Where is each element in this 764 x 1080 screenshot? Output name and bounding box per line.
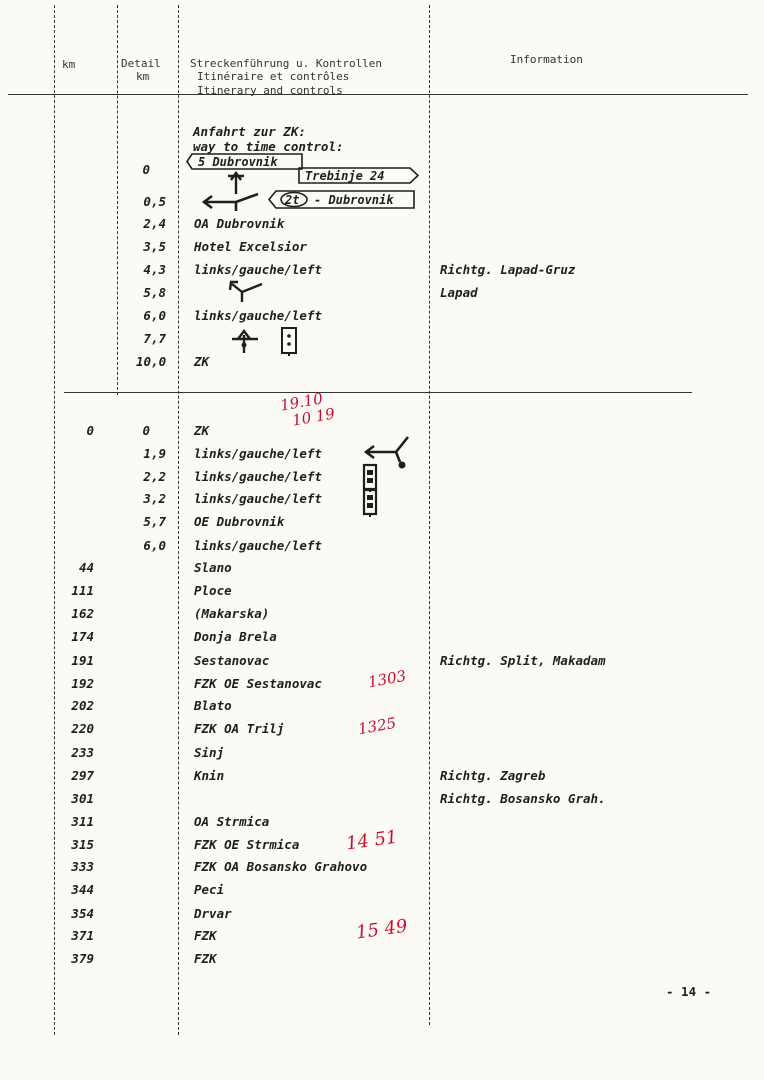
- approach-info: Lapad: [440, 285, 478, 300]
- handwritten-time: 15 49: [354, 915, 409, 944]
- stage-km: 354: [71, 906, 94, 921]
- stage-detail: 6,0: [143, 538, 166, 553]
- traffic-light-icon: [362, 488, 378, 518]
- approach-detail: 4,3: [143, 262, 166, 277]
- header-route-line2: Itinéraire et contrôles: [197, 70, 350, 83]
- stage-route: Ploce: [194, 583, 232, 598]
- approach-heading-line1: Anfahrt zur ZK:: [193, 124, 306, 139]
- stage-km: 379: [71, 951, 94, 966]
- stage-info: Richtg. Bosansko Grah.: [440, 791, 606, 806]
- stage-detail: 3,2: [143, 491, 166, 506]
- stage-route: links/gauche/left: [194, 491, 322, 506]
- stage-km: 315: [71, 837, 94, 852]
- stage-route: links/gauche/left: [194, 469, 322, 484]
- stage-route: FZK: [194, 928, 217, 943]
- stage-route: links/gauche/left: [194, 538, 322, 553]
- stage-route: Donja Brela: [194, 629, 277, 644]
- section-rule: [64, 392, 692, 393]
- stage-km: 333: [71, 859, 94, 874]
- approach-detail: 0: [142, 162, 150, 177]
- stage-km: 297: [71, 768, 94, 783]
- stage-route: FZK OA Bosansko Grahovo: [194, 859, 368, 874]
- handwritten-time: 1325: [356, 713, 398, 739]
- stage-km: 311: [71, 814, 94, 829]
- stage-detail: 0: [142, 423, 150, 438]
- stage-route: (Makarska): [194, 606, 270, 621]
- approach-detail: 2,4: [143, 216, 166, 231]
- stage-route: FZK OA Trilj: [194, 721, 285, 736]
- approach-detail: 0,5: [143, 194, 166, 209]
- stage-route: Drvar: [194, 906, 232, 921]
- stage-route: FZK OE Sestanovac: [194, 676, 322, 691]
- approach-detail: 10,0: [136, 354, 167, 369]
- fork-left-icon: [226, 278, 268, 304]
- stage-km: 174: [71, 629, 94, 644]
- column-divider-km-left: [54, 5, 55, 1035]
- stage-km: 371: [71, 928, 94, 943]
- approach-route: Hotel Excelsior: [194, 239, 307, 254]
- stage-route: Knin: [194, 768, 225, 783]
- stage-route: Sinj: [194, 745, 225, 760]
- handwritten-time: 14 51: [344, 826, 399, 855]
- stage-km: 344: [71, 882, 94, 897]
- handwritten-time: 19.10: [278, 389, 325, 415]
- approach-route: links/gauche/left: [194, 308, 322, 323]
- stage-route: Peci: [194, 882, 225, 897]
- column-divider-detail: [178, 5, 179, 1035]
- stage-km: 44: [78, 560, 94, 575]
- handwritten-time: 10 19: [290, 404, 337, 430]
- stage-km: 202: [71, 698, 94, 713]
- stage-km: 233: [71, 745, 94, 760]
- stage-km: 192: [71, 676, 94, 691]
- crossing-with-traffic-light-icon: [228, 325, 300, 357]
- header-km: km: [62, 58, 76, 71]
- stage-info: Richtg. Split, Makadam: [440, 653, 606, 668]
- stage-info: Richtg. Zagreb: [440, 768, 546, 783]
- turn-left-icon: [200, 190, 264, 212]
- stage-route: Sestanovac: [194, 653, 270, 668]
- stage-km: 111: [71, 583, 94, 598]
- sign-trebinje: Trebinje 24: [305, 169, 385, 183]
- approach-detail: 3,5: [143, 239, 166, 254]
- approach-detail: 6,0: [143, 308, 166, 323]
- stage-route: OA Strmica: [194, 814, 270, 829]
- stage-route: links/gauche/left: [194, 446, 322, 461]
- header-detail-line2: km: [136, 70, 150, 83]
- approach-info: Richtg. Lapad-Gruz: [440, 262, 576, 277]
- stage-km: 301: [71, 791, 94, 806]
- page-number: - 14 -: [666, 984, 712, 999]
- handwritten-time: 1303: [366, 666, 408, 692]
- approach-detail: 7,7: [143, 331, 166, 346]
- sign-dubrovnik: 5 Dubrovnik: [198, 155, 278, 169]
- stage-detail: 2,2: [143, 469, 166, 484]
- header-detail-line1: Detail: [121, 57, 161, 70]
- header-information: Information: [510, 53, 583, 66]
- stage-route: Slano: [194, 560, 232, 575]
- stage-route: ZK: [194, 423, 210, 438]
- stage-km: 191: [71, 653, 94, 668]
- header-route-line3: Itinerary and controls: [197, 84, 343, 97]
- approach-route: OA Dubrovnik: [194, 216, 285, 231]
- stage-route: FZK OE Strmica: [194, 837, 300, 852]
- stage-route: OE Dubrovnik: [194, 514, 285, 529]
- approach-detail: 5,8: [143, 285, 166, 300]
- sign-2t-dubrovnik: - Dubrovnik: [314, 193, 394, 207]
- column-divider-route: [429, 5, 430, 1025]
- stage-km: 220: [71, 721, 94, 736]
- header-route-line1: Streckenführung u. Kontrollen: [190, 57, 383, 70]
- stage-km: 0: [86, 423, 94, 438]
- approach-route: links/gauche/left: [194, 262, 322, 277]
- stage-detail: 1,9: [143, 446, 166, 461]
- stage-route: Blato: [194, 698, 232, 713]
- stage-route: FZK: [194, 951, 217, 966]
- approach-route: ZK: [194, 354, 210, 369]
- sign-2t: 2t: [285, 193, 300, 207]
- approach-heading-line2: way to time control:: [193, 139, 344, 154]
- column-divider-km: [117, 5, 118, 395]
- stage-detail: 5,7: [143, 514, 166, 529]
- header-rule: [8, 94, 748, 95]
- stage-km: 162: [71, 606, 94, 621]
